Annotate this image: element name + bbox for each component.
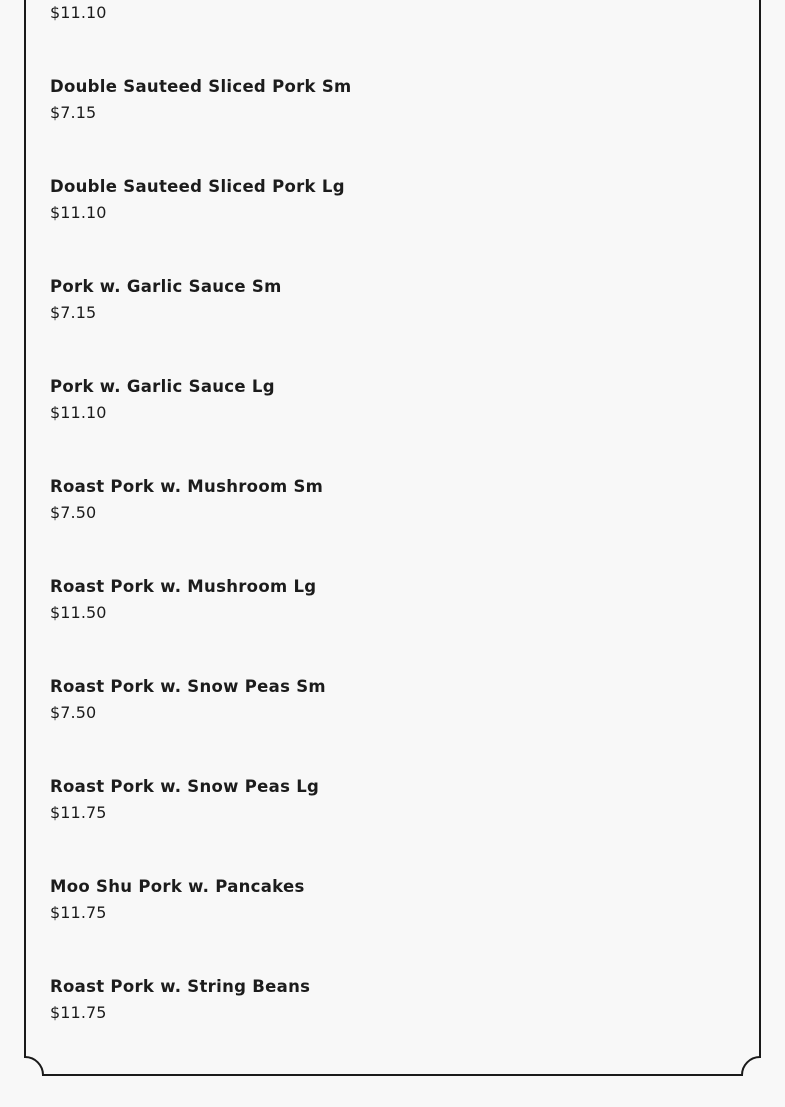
menu-item[interactable] <box>50 974 730 1074</box>
menu-item[interactable] <box>50 674 730 774</box>
menu-item[interactable] <box>50 474 730 574</box>
menu-item[interactable] <box>50 174 730 274</box>
menu-item[interactable] <box>50 0 730 74</box>
menu-item-price: $11.10 <box>50 3 107 22</box>
menu-item[interactable] <box>50 774 730 874</box>
menu-item[interactable] <box>50 274 730 374</box>
menu-item[interactable] <box>50 574 730 674</box>
menu-item-price: $7.50 <box>50 703 97 722</box>
menu-item-price: $11.75 <box>50 1003 107 1022</box>
menu-item-name: Pork w. Garlic Sauce Sm <box>50 277 282 296</box>
menu-item-price: $11.10 <box>50 403 107 422</box>
menu-item-name: Moo Shu Pork w. Pancakes <box>50 877 305 896</box>
menu-item-name: Roast Pork w. Mushroom Lg <box>50 577 317 596</box>
menu-item-name: Roast Pork w. Mushroom Sm <box>50 477 324 496</box>
menu-item[interactable] <box>50 874 730 974</box>
menu-item-name: Pork w. Garlic Sauce Lg <box>50 377 275 396</box>
menu-item-name: Double Sauteed Sliced Pork Lg <box>50 177 345 196</box>
menu-item-price: $7.15 <box>50 303 97 322</box>
menu-item-name: Roast Pork w. Snow Peas Sm <box>50 677 326 696</box>
menu-item-name: Roast Pork w. Snow Peas Lg <box>50 777 320 796</box>
menu-item[interactable] <box>50 374 730 474</box>
menu-item-list <box>50 0 730 1074</box>
menu-item-name: Roast Pork w. String Beans <box>50 977 311 996</box>
menu-item-price: $11.10 <box>50 203 107 222</box>
menu-item-name: Double Sauteed Sliced Pork Sm <box>50 77 352 96</box>
menu-item[interactable] <box>50 74 730 174</box>
menu-item-price: $7.50 <box>50 503 97 522</box>
menu-item-price: $7.15 <box>50 103 97 122</box>
menu-item-price: $11.75 <box>50 903 107 922</box>
menu-item-price: $11.75 <box>50 803 107 822</box>
menu-item-price: $11.50 <box>50 603 107 622</box>
